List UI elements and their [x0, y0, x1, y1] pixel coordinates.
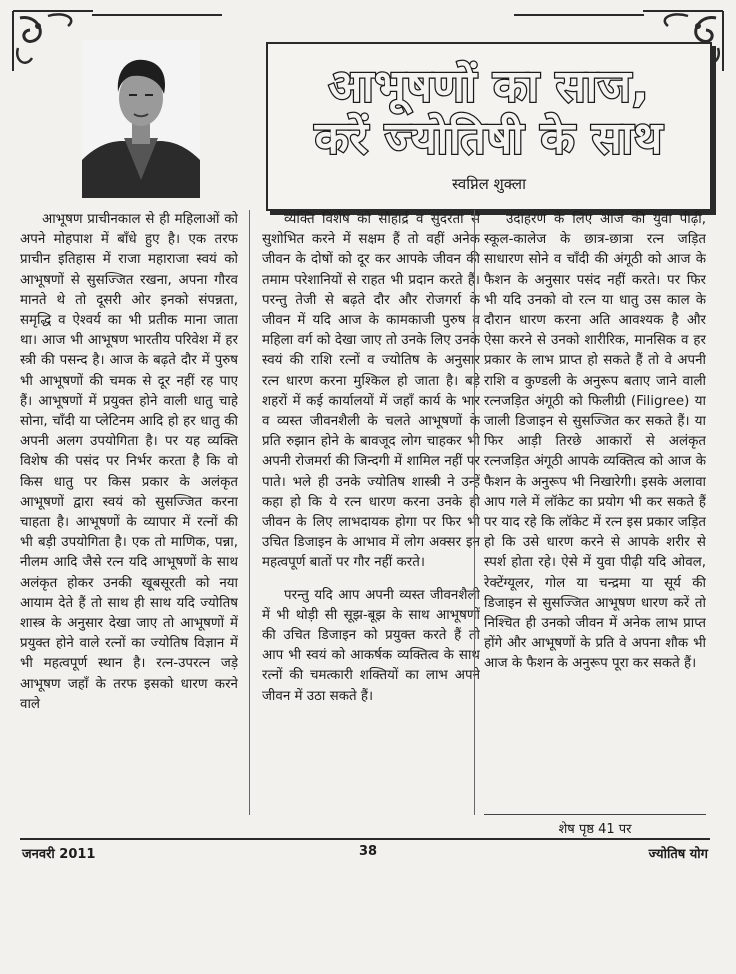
author-name: स्वप्निल शुक्ला	[452, 175, 526, 193]
paragraph: उदाहरण के लिए आज की युवा पीढ़ी, स्कूल-कालेज के छात्र-छात्रा रत्न जड़ित साधारण सोने व चाँदी की अंगूठी को आज के फैशन के अनुसार पसंद नहीं करते। पर फिर भी यदि उनको वो रत्न या धातु उस काल के दौरान धारण करना अति आवश्यक है और ऐसा करने से उनको शारीरिक, मानसिक व हर प्रकार के लाभ प्राप्त हो सकते हैं तो वे अपनी राशि व कुण्डली के अनुरूप बताए जाने वाली रत्नजड़ित अंगूठी को फिलीग्री (Filigree) या जाली डिजाइन से सुसज्जित कर सकते हैं। या फिर आड़ी तिरछे आकारों से अलंकृत रत्नजड़ित अंगूठी आपके व्यक्तित्व को आज के फैशन के अनुरूप भी निखारेगी। इसके अलावा आप गले में लॉकेट का प्रयोग भी कर सकते हैं पर याद रहे कि लॉकेट में रत्न इस प्रकार जड़ित हो कि उसे धारण करने से आपके शरीर से स्पर्श होता रहे। ऐसे में युवा पीढ़ी यदि ओवल, रेक्टेंग्यूलर, गोल या चन्द्रमा या सूर्य की डिजाइन से सुसज्जित आभूषण धारण करें तो निश्चित ही उनको जीवन में अनेक लाभ प्राप्त होंगे और आभूषणों के प्रति वे अपना शौक भी आज के फैशन के अनुरूप पूरा कर सकते हैं।	[484, 212, 706, 672]
paragraph: परन्तु यदि आप अपनी व्यस्त जीवनशैली में भी थोड़ी सी सूझ-बूझ के साथ आभूषणों की उचित डिजाइन को प्रयुक्त करते हैं तो आप भी स्वयं को आकर्षक व्यक्तित्व के साथ रत्नों की चमत्कारी शक्तियों का लाभ अपने जीवन में उठा सकते हैं।	[262, 587, 480, 704]
article-title-line-1: आभूषणों का साज,	[328, 61, 650, 112]
title-box	[266, 42, 712, 211]
top-divider-left	[92, 14, 222, 16]
footer-divider	[20, 838, 710, 840]
article-column-1	[20, 210, 238, 810]
article-column-3	[484, 210, 706, 810]
paragraph: व्यक्ति विशेष को सौहार्द्र व सुंदरता से सुशोभित करने में सक्षम हैं तो वहीं अनेक जीवन के दोषों को दूर कर आपके जीवन की तमाम परेशानियों से राहत भी प्रदान करते हैं। परन्तु तेजी से बढ़ते दौर और रोजगर्रा के जीवन में यदि आज के कामकाजी पुरुष व महिला वर्ग को देखा जाए तो उनके लिए उनके स्वयं की राशि रत्नों व ज्योतिष के अनुसार रत्न धारण करना मुश्किल हो जाता है। बड़े शहरों में कई कार्यालयों में जहाँ कार्य के भार व व्यस्त जीवनशैली के चलते आभूषणों के प्रति रुझान होने के बावजूद लोग चाहकर भी अपनी रोजमर्रा की जिन्दगी में शामिल नहीं पर पाते। भले ही उनके ज्योतिष शास्त्री ने उन्हें कहा हो कि ये रत्न धारण करना उनके ही जीवन के लिए लाभदायक होगा पर फिर भी उचित डिजाइन के आभाव में लोग अक्सर इन महत्वपूर्ण बातों पर गौर नहीं करते।	[262, 212, 480, 571]
magazine-name: ज्योतिष योग	[648, 847, 708, 862]
author-portrait-icon	[82, 40, 200, 198]
paragraph: आभूषण प्राचीनकाल से ही महिलाओं को अपने मोहपाश में बाँधे हुए है। एक तरफ प्राचीन इतिहास में राजा महाराजा स्वयं को आभूषणों से सुसज्जित रखना, अपना गौरव मानते थे तो दूसरी ओर इनको संपन्नता, समृद्धि व ऐश्वर्य का भी प्रतीक माना जाता था। आज भी आभूषण भारतीय परिवेश में हर स्त्री की पसन्द है। आज के बढ़ते दौर में पुरुष भी आभूषणों की चमक से दूर नहीं रह पाए हैं। आभूषणों में प्रयुक्त होने वाली धातु चाहे सोना, चाँदी या प्लेटिनम आदि हो हर धातु की अपनी अलग उपयोगिता है। पर यह व्यक्ति विशेष की पसंद पर निर्भर करता है कि वो किस धातु पर किस प्रकार के अलंकृत आभूषणों द्वारा स्वयं को सुसज्जित करना चाहता है। आभूषणों के व्यापार में रत्नों की भी बड़ी उपयोगिता है। एक तो माणिक, पन्ना, नीलम आदि जैसे रत्न यदि आभूषणों के साथ अलंकृत होकर उनकी खूबसूरती को नया आयाम देते हैं तो साथ ही साथ यदि ज्योतिष शास्त्र के अनुसार देखा जाए तो आभूषणों में प्रयुक्त होने वाले रत्नों का ज्योतिष विज्ञान में भी महत्वपूर्ण स्थान है। रत्न-उपरत्न जड़े आभूषण जहाँ के तरफ इसको धारण करने वाले	[20, 212, 238, 712]
article-column-2	[262, 210, 480, 810]
top-divider-right	[514, 14, 644, 16]
issue-date: जनवरी 2011	[22, 847, 96, 862]
author-photo	[82, 40, 200, 198]
column-divider	[474, 210, 475, 815]
page-number: 38	[358, 844, 378, 859]
article-title-line-2: करें ज्योतिषी के साथ	[314, 113, 664, 164]
continued-note: शेष पृष्ठ 41 पर	[484, 814, 706, 837]
column-divider	[249, 210, 250, 815]
